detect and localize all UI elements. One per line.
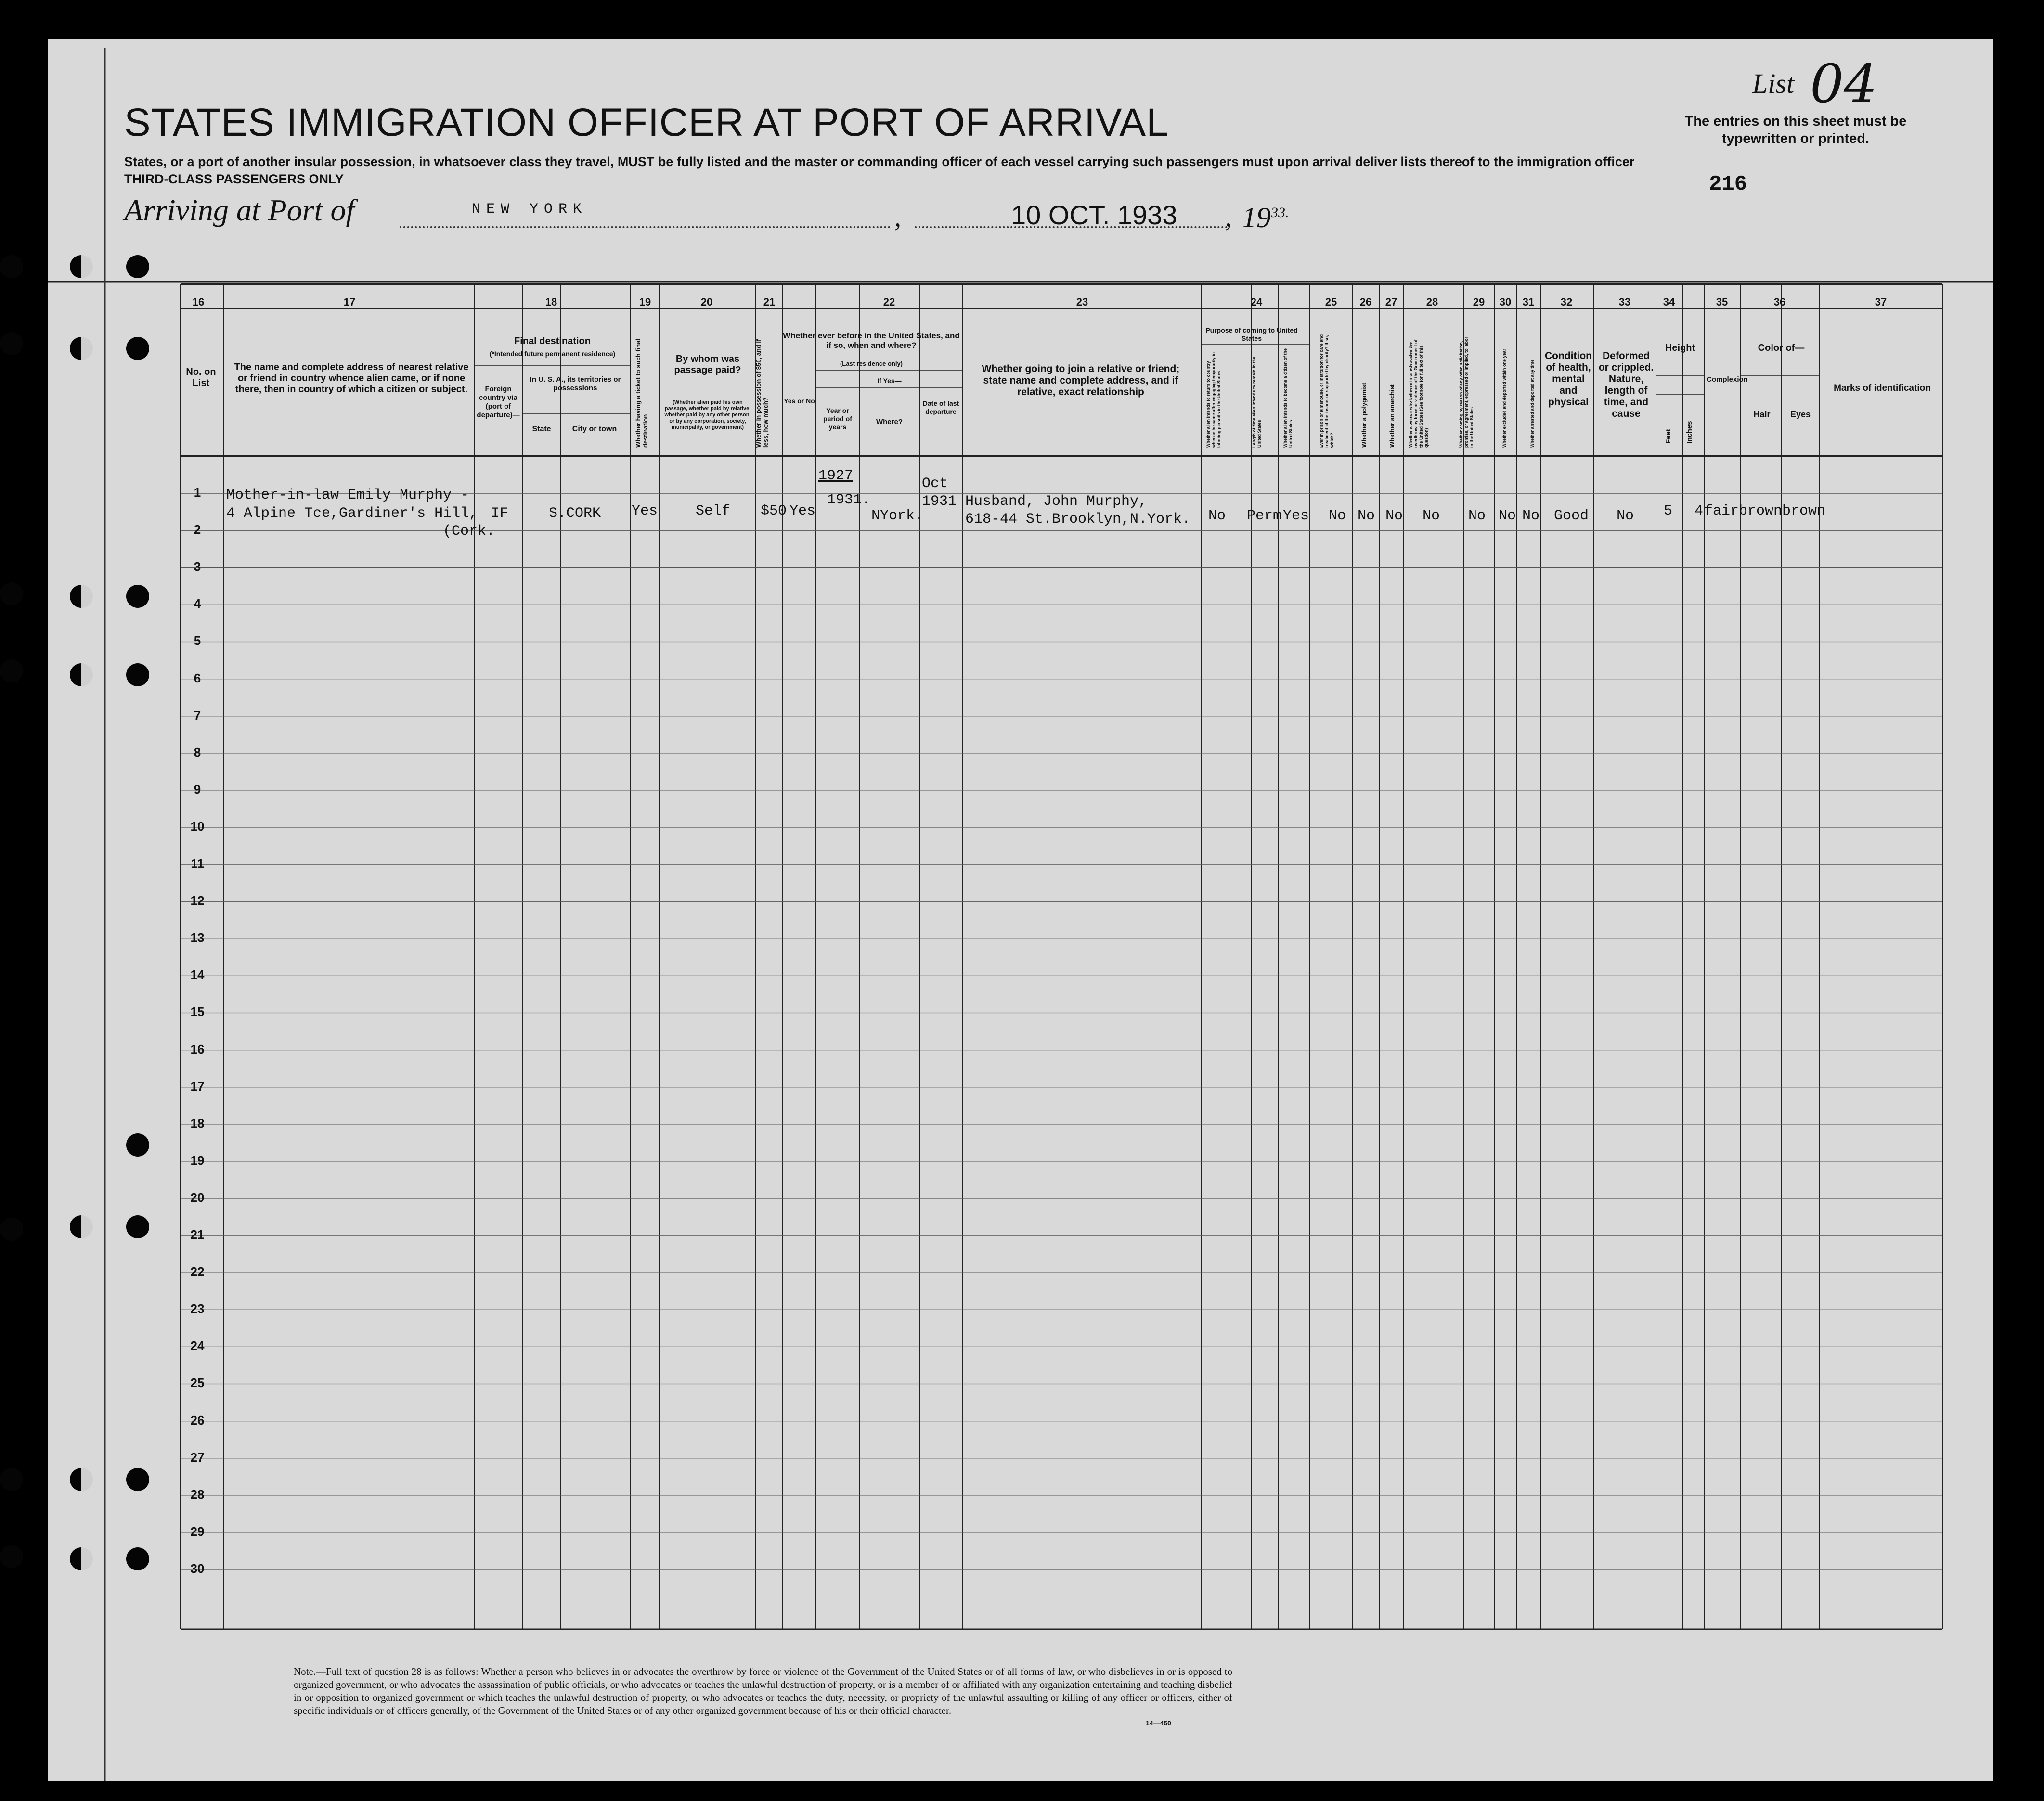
relative-line-2: 4 Alpine Tce,Gardiner's Hill,: [226, 505, 478, 522]
binder-hole-icon: [0, 582, 23, 605]
row-number: 19: [190, 1153, 205, 1168]
header-c36-hair: Hair: [1753, 410, 1771, 419]
header-c20-sub: (Whether alien paid his own passage, whether paid by relative, whether paid by any other person, or by any corporation, society, municipality, or government): [664, 399, 751, 430]
before-yes: Yes: [789, 503, 816, 519]
header-c22-where: Where?: [876, 418, 903, 426]
complexion: fair: [1704, 503, 1739, 519]
eye-color: brown: [1782, 503, 1826, 519]
header-c35: Complexion: [1707, 375, 1748, 384]
binder-hole-icon: [70, 585, 93, 608]
binder-hole-icon: [70, 663, 93, 686]
labor-offer: No: [1468, 508, 1486, 524]
row-number: 21: [190, 1227, 205, 1242]
relative-line-1: Mother-in-law Emily Murphy -: [226, 487, 469, 503]
column-number: 25: [1325, 296, 1337, 308]
column-number: 35: [1716, 296, 1728, 308]
entries-note: The entries on this sheet must be typewritten or printed.: [1684, 114, 1907, 146]
paid-by: Self: [696, 503, 731, 519]
header-c22-year: Year or period of years: [823, 407, 852, 431]
column-number: 31: [1522, 296, 1535, 308]
port-value: NEW YORK: [472, 201, 588, 218]
prison: No: [1329, 508, 1346, 524]
year-second: 1931.: [827, 492, 871, 508]
column-number: 18: [545, 296, 557, 308]
class-line: THIRD-CLASS PASSENGERS ONLY: [124, 172, 344, 186]
header-c27: Whether an anarchist: [1388, 384, 1396, 448]
header-c16: No. on List: [186, 367, 216, 388]
header-c30: Whether excluded and deported within one year: [1502, 348, 1507, 448]
header-c18-usa: In U. S. A., its territories or possessions: [530, 375, 621, 392]
column-number: 21: [763, 296, 776, 308]
row-number: 4: [194, 596, 201, 611]
row-number: 5: [194, 633, 201, 648]
binder-hole-icon: [126, 1468, 149, 1491]
header-c34-inches: Inches: [1685, 421, 1694, 444]
binder-hole-icon: [70, 1468, 93, 1491]
column-number: 34: [1663, 296, 1675, 308]
column-number: 22: [883, 296, 895, 308]
subtitle: [124, 153, 1665, 188]
overthrow: No: [1423, 508, 1440, 524]
row-number: 22: [190, 1264, 205, 1279]
column-number: 30: [1499, 296, 1512, 308]
header-c25: Ever in prison or almshouse, or institution for care and treatment of the insane, or supported by charity? If so, which?: [1319, 334, 1334, 448]
polygamist: No: [1358, 508, 1375, 524]
header-c26: Whether a polygamist: [1360, 382, 1368, 448]
page-title: STATES IMMIGRATION OFFICER AT PORT OF ARRIVAL: [124, 101, 1169, 144]
where: NYork.: [871, 508, 924, 524]
health: Good: [1554, 508, 1589, 524]
row-number: 30: [190, 1561, 205, 1576]
column-number: 27: [1385, 296, 1397, 308]
column-number: 24: [1250, 296, 1263, 308]
binder-hole-icon: [126, 255, 149, 278]
arriving-label: Arriving at Port of: [124, 193, 355, 227]
column-number: 29: [1473, 296, 1485, 308]
row-number: 18: [190, 1116, 205, 1131]
binder-hole-icon: [70, 1215, 93, 1238]
list-label: List: [1752, 68, 1795, 99]
row-number: 2: [194, 522, 201, 537]
row-number: 13: [190, 930, 205, 945]
binder-hole-icon: [0, 1468, 23, 1491]
binder-hole-icon: [70, 255, 93, 278]
binder-hole-icon: [126, 663, 149, 686]
row-number: 1: [194, 485, 201, 500]
deformed: No: [1617, 508, 1634, 524]
header-c32: Condition of health, mental and physical: [1545, 350, 1592, 408]
binder-hole-icon: [0, 255, 23, 278]
binder-hole-icon: [0, 1545, 23, 1568]
header-c18-foreign: Foreign country via (port of departure)—: [477, 385, 520, 419]
footnote-q28: Note.—Full text of question 28 is as follows: Whether a person who believes in or advocates the overthrow by force or violence of the Government of the United States or of all forms of law, or who disbelieves in or is opposed to organized government, or who advocates the assassination of public officials, or who advocates or teaches the unlawful destruction of property, or is a member of or affiliated with any organization entertaining and teaching disbelief in or opposition to organized government or which teaches the unlawful destruction of property, or who advocates or teaches the duty, necessity, or propriety of the unlawful assaulting or killing of any officer or officers, either of specific individuals or of officers generally, of the Government of the United States or of any other organized government because of his or their official character.: [294, 1666, 1232, 1716]
header-c22-title: Whether ever before in the United States, and if so, when and where?: [783, 331, 960, 350]
binder-hole-icon: [70, 337, 93, 360]
header-c22-date: Date of last departure: [922, 399, 959, 415]
binder-hole-icon: [0, 1218, 23, 1241]
row-number: 8: [194, 745, 201, 759]
foreign-country: IF: [491, 505, 509, 522]
relative-line-3: (Cork.: [443, 523, 495, 540]
comma: ,: [894, 203, 901, 232]
column-number: 36: [1773, 296, 1786, 308]
hair-color: brown: [1739, 503, 1783, 519]
binder-hole-icon: [126, 337, 149, 360]
header-c21: Whether in possession of $50, and if less, how much?: [755, 339, 769, 448]
header-c24-length: Length of time alien intends to remain in the United States: [1252, 356, 1262, 448]
row-number: 7: [194, 708, 201, 722]
row-number: 24: [190, 1338, 205, 1353]
row-number: 6: [194, 670, 201, 685]
binder-hole-icon: [126, 1133, 149, 1157]
height-feet: 5: [1664, 503, 1673, 519]
header-c24-title: Purpose of coming to United States: [1205, 326, 1298, 342]
header-c24-return: Whether alien intends to return to country whence he came after engaging temporarily in laboring pursuits in the United States: [1206, 352, 1221, 448]
column-number: 37: [1875, 296, 1887, 308]
row-number: 11: [191, 856, 204, 871]
sheet-code: 216: [1709, 172, 1747, 196]
return-intent: No: [1208, 508, 1226, 524]
header-c20-title: By whom was passage paid?: [674, 354, 741, 375]
row-number: 28: [190, 1487, 205, 1502]
header-c33: Deformed or crippled. Nature, length of time, and cause: [1598, 350, 1654, 419]
row-number: 14: [190, 967, 205, 982]
header-c29: Whether coming by reason of any offer, solicitation, promise, or agreement, expressed or implied, to labor in the United States: [1459, 336, 1474, 448]
port-dotted-line: [400, 226, 891, 228]
header-c17: The name and complete address of nearest relative or friend in country whence alien came, or if none there, then in country of which a citizen or subject.: [234, 362, 469, 395]
departure-year: 1931: [922, 493, 957, 510]
anarchist: No: [1385, 508, 1403, 524]
header-c22-ifyes: If Yes—: [877, 377, 902, 385]
subtitle-text: States, or a port of another insular possession, in whatsoever class they travel, MUST be fully listed and the master or commanding officer of each vessel carrying such passengers must upon arrival deliver lists thereof to the immigration officer: [124, 154, 1635, 169]
arrival-date: 10 OCT. 1933: [1011, 200, 1177, 230]
form-number: 14—450: [1146, 1719, 1171, 1727]
column-number: 20: [700, 296, 713, 308]
row-number: 26: [190, 1413, 205, 1428]
row-number: 25: [190, 1376, 205, 1390]
row-number: 17: [190, 1079, 205, 1093]
header-c34-feet: Feet: [1664, 429, 1672, 444]
binder-hole-icon: [0, 332, 23, 355]
joining-line-1: Husband, John Murphy,: [965, 493, 1148, 510]
ticket: Yes: [632, 503, 658, 519]
joining-line-2: 618-44 St.Brooklyn,N.York.: [965, 511, 1191, 527]
column-number: 26: [1359, 296, 1372, 308]
binder-hole-icon: [126, 585, 149, 608]
header-c34-title: Height: [1665, 343, 1695, 353]
comma: ,: [1225, 203, 1232, 232]
length-of-stay: Perm: [1247, 508, 1282, 524]
money: $50: [761, 503, 787, 519]
departure-month: Oct: [922, 476, 948, 492]
year-first: 1927: [818, 468, 854, 484]
column-number: 19: [639, 296, 651, 308]
header-c18-title: Final destination: [514, 336, 591, 347]
header-c36-eyes: Eyes: [1790, 410, 1811, 419]
header-c23: Whether going to join a relative or friend; state name and complete address, and if relative, exact relationship: [982, 363, 1180, 398]
column-number: 23: [1076, 296, 1088, 308]
year-suffix: 33.: [1271, 205, 1289, 220]
binder-hole-icon: [126, 1547, 149, 1570]
column-number: 16: [192, 296, 205, 308]
row-number: 15: [190, 1004, 205, 1019]
height-inches: 4: [1695, 503, 1704, 519]
list-number: 04: [1810, 53, 1877, 115]
header-c19: Whether having a ticket to such final destination: [634, 338, 649, 448]
header-c24-citizen: Whether alien intends to become a citizen of the United States: [1283, 348, 1293, 448]
row-number: 3: [194, 559, 201, 574]
column-number: 17: [343, 296, 356, 308]
excluded: No: [1499, 508, 1516, 524]
city: S.CORK: [549, 505, 601, 522]
row-number: 10: [190, 819, 205, 834]
binder-hole-icon: [126, 1215, 149, 1238]
header-c18-state: State: [532, 425, 551, 433]
row-number: 23: [190, 1301, 205, 1316]
header-c36-title: Color of—: [1758, 343, 1805, 353]
column-number: 33: [1618, 296, 1631, 308]
header-c18-sub: (*Intended future permanent residence): [489, 350, 616, 358]
row-number: 20: [190, 1190, 205, 1205]
header-c18-city: City or town: [572, 425, 617, 433]
header-c28: Whether a person who believes in or advocates the overthrow by force or violence of the Government of the United States (See footnote for full text of this question): [1408, 339, 1429, 448]
row-number: 9: [194, 782, 201, 797]
column-number: 32: [1560, 296, 1573, 308]
binder-hole-icon: [0, 659, 23, 682]
column-number: 28: [1426, 296, 1438, 308]
year-field: [1242, 201, 1289, 234]
arrested: No: [1522, 508, 1540, 524]
binder-hole-icon: [70, 1547, 93, 1570]
row-number: 16: [190, 1042, 205, 1056]
row-number: 29: [190, 1524, 205, 1539]
header-c37: Marks of identification: [1834, 383, 1931, 393]
header-c22-yesno: Yes or No: [784, 397, 815, 405]
year-prefix: 19: [1242, 202, 1271, 233]
row-number: 12: [190, 893, 205, 908]
citizen-intent: Yes: [1283, 508, 1309, 524]
header-c31: Whether arrested and deported at any time: [1530, 359, 1535, 448]
header-c22-sub: (Last residence only): [840, 360, 903, 367]
row-number: 27: [190, 1450, 205, 1465]
